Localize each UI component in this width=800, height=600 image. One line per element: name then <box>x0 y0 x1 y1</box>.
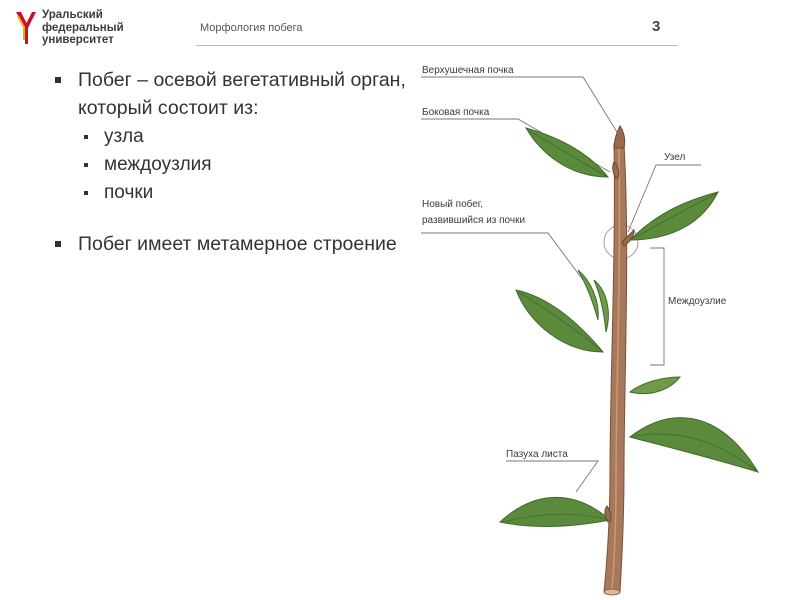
logo-line-3: университет <box>42 34 114 46</box>
slide-header-title: Морфология побега <box>200 22 303 34</box>
leaf-mid-right <box>630 418 758 472</box>
university-logo <box>14 8 164 48</box>
stem <box>604 144 627 595</box>
label-leaf-axil: Пазуха листа <box>506 449 568 460</box>
leader-new-shoot <box>421 233 583 280</box>
bullet-shoot-definition: Побег – осевой вегетативный орган, который состоит из: <box>52 66 422 122</box>
logo-line-1: Уральский <box>42 9 103 21</box>
list-item-internode: междоузлия <box>52 151 422 179</box>
logo-mark-icon <box>14 10 38 46</box>
label-lateral-bud: Боковая почка <box>422 107 490 118</box>
leaf-bottom-left <box>500 497 610 526</box>
page-number: 3 <box>652 18 661 35</box>
slide-content <box>52 66 422 258</box>
shoot-diagram <box>418 52 788 600</box>
leader-leaf-axil <box>506 461 598 492</box>
label-new-shoot-line-2: развившийся из почки <box>422 215 526 226</box>
label-node: Узел <box>664 152 686 163</box>
logo-text <box>42 9 124 47</box>
list-item-bud: почки <box>52 179 422 207</box>
label-apical-bud: Верхушечная почка <box>422 65 514 76</box>
internode-bracket <box>650 248 664 365</box>
leaves <box>500 128 758 526</box>
leaf-mid-right-small <box>630 377 680 394</box>
label-internode: Междоузлие <box>668 296 727 307</box>
leaf-new-shoot-1 <box>516 290 603 352</box>
header-divider <box>196 45 678 46</box>
logo-line-2: федеральный <box>42 21 124 34</box>
label-new-shoot-line-1: Новый побег, <box>422 199 484 210</box>
bullet-metameric-structure: Побег имеет метамерное строение <box>52 230 422 258</box>
shoot-parts-list <box>52 123 422 207</box>
list-item-node: узла <box>52 123 422 151</box>
leader-apical-bud <box>421 77 617 132</box>
